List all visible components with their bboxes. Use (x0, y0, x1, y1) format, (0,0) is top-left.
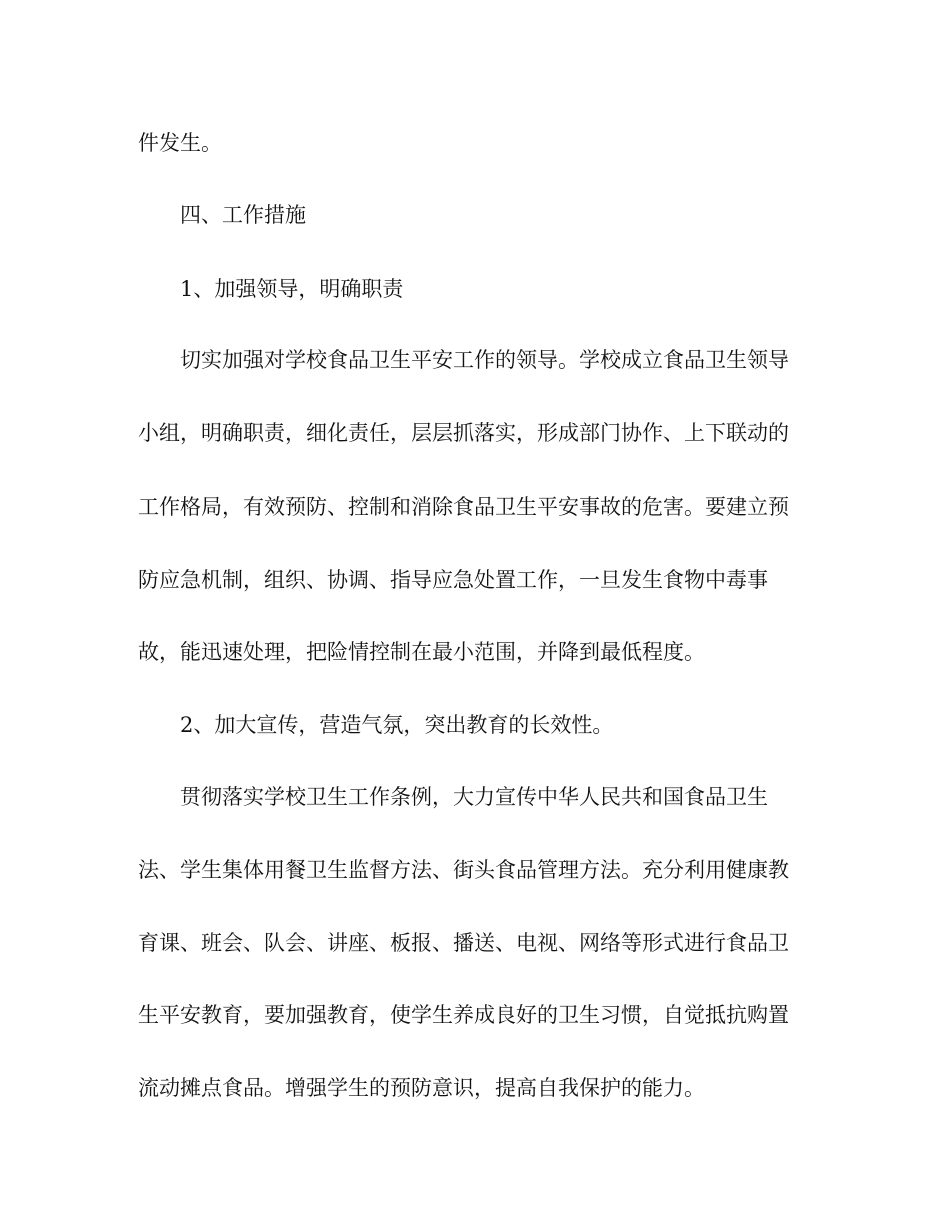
subheading-2: 2、加大宣传，营造气氛，突出教育的长效性。 (180, 713, 614, 737)
paragraph-1-line-1: 切实加强对学校食品卫生平安工作的领导。学校成立食品卫生领导 (180, 348, 789, 372)
paragraph-2-line-1: 贯彻落实学校卫生工作条例，大力宣传中华人民共和国食品卫生 (180, 785, 768, 809)
paragraph-1-line-2: 小组，明确职责，细化责任，层层抓落实，形成部门协作、上下联动的 (138, 421, 789, 445)
section-heading: 四、工作措施 (180, 203, 306, 227)
paragraph-1-line-4: 防应急机制，组织、协调、指导应急处置工作，一旦发生食物中毒事 (138, 568, 768, 592)
subheading-1: 1、加强领导，明确职责 (180, 277, 404, 301)
paragraph-1-line-5: 故，能迅速处理，把险情控制在最小范围，并降到最低程度。 (138, 640, 705, 664)
paragraph-2-line-4: 生平安教育，要加强教育，使学生养成良好的卫生习惯，自觉抵抗购置 (138, 1003, 789, 1027)
paragraph-2-line-3: 育课、班会、队会、讲座、板报、播送、电视、网络等形式进行食品卫 (138, 931, 789, 955)
paragraph-2-line-5: 流动摊点食品。增强学生的预防意识，提高自我保护的能力。 (138, 1076, 705, 1100)
paragraph-1-line-3: 工作格局，有效预防、控制和消除食品卫生平安事故的危害。要建立预 (138, 495, 789, 519)
paragraph-continuation-line: 件发生。 (138, 131, 222, 155)
paragraph-2-line-2: 法、学生集体用餐卫生监督方法、街头食品管理方法。充分利用健康教 (138, 858, 789, 882)
